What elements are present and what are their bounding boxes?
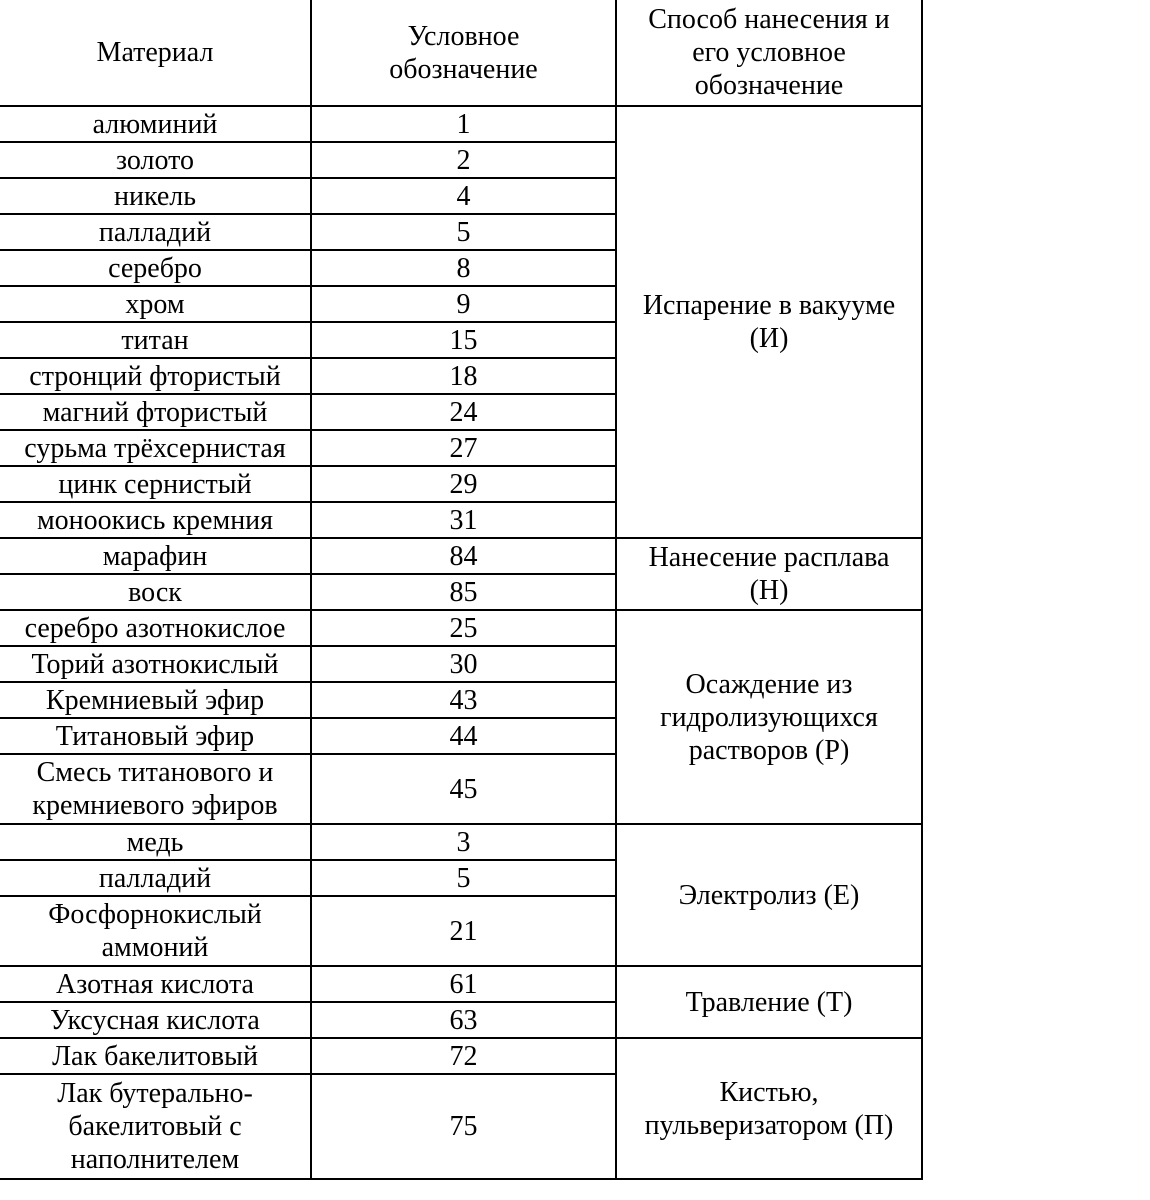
material-cell: Титановый эфир [0, 718, 311, 754]
code-cell: 29 [311, 466, 616, 502]
material-cell: никель [0, 178, 311, 214]
code-cell: 24 [311, 394, 616, 430]
header-material: Материал [0, 0, 311, 106]
code-cell: 1 [311, 106, 616, 142]
method-cell: Травление (Т) [616, 966, 922, 1038]
code-cell: 27 [311, 430, 616, 466]
header-code: Условное обозначение [311, 0, 616, 106]
material-cell: Смесь титанового и кремниевого эфиров [0, 754, 311, 824]
table-row [0, 538, 922, 574]
material-cell: Лак бутерально-бакелитовый с наполнителем [0, 1074, 311, 1179]
code-cell: 31 [311, 502, 616, 538]
table-row [0, 966, 922, 1002]
code-cell: 2 [311, 142, 616, 178]
code-cell: 21 [311, 896, 616, 966]
code-cell: 45 [311, 754, 616, 824]
material-cell: палладий [0, 214, 311, 250]
method-cell: Осаждение из гидролизующихся растворов (Р) [616, 610, 922, 824]
method-cell: Электролиз (Е) [616, 824, 922, 966]
material-cell: Фосфорнокислый аммоний [0, 896, 311, 966]
code-cell: 4 [311, 178, 616, 214]
material-cell: Азотная кислота [0, 966, 311, 1002]
material-cell: титан [0, 322, 311, 358]
code-cell: 63 [311, 1002, 616, 1038]
code-cell: 25 [311, 610, 616, 646]
material-cell: Уксусная кислота [0, 1002, 311, 1038]
code-cell: 61 [311, 966, 616, 1002]
code-cell: 84 [311, 538, 616, 574]
material-cell: медь [0, 824, 311, 860]
table-row [0, 106, 922, 142]
code-cell: 15 [311, 322, 616, 358]
code-cell: 43 [311, 682, 616, 718]
material-cell: стронций фтористый [0, 358, 311, 394]
material-cell: сурьма трёхсернистая [0, 430, 311, 466]
table-row [0, 1038, 922, 1074]
header-method: Способ нанесения и его условное обозначение [616, 0, 922, 106]
material-cell: хром [0, 286, 311, 322]
material-cell: серебро [0, 250, 311, 286]
material-cell: моноокись кремния [0, 502, 311, 538]
code-cell: 18 [311, 358, 616, 394]
material-cell: золото [0, 142, 311, 178]
material-cell: Лак бакелитовый [0, 1038, 311, 1074]
method-cell: Испарение в вакууме (И) [616, 106, 922, 538]
material-cell: цинк сернистый [0, 466, 311, 502]
material-cell: серебро азотнокислое [0, 610, 311, 646]
code-cell: 5 [311, 214, 616, 250]
code-cell: 72 [311, 1038, 616, 1074]
code-cell: 85 [311, 574, 616, 610]
material-cell: воск [0, 574, 311, 610]
material-cell: алюминий [0, 106, 311, 142]
code-cell: 3 [311, 824, 616, 860]
code-cell: 8 [311, 250, 616, 286]
header-row [0, 0, 922, 106]
code-cell: 30 [311, 646, 616, 682]
material-cell: Торий азотнокислый [0, 646, 311, 682]
code-cell: 5 [311, 860, 616, 896]
code-cell: 44 [311, 718, 616, 754]
table-row [0, 824, 922, 860]
material-cell: марафин [0, 538, 311, 574]
table-row [0, 610, 922, 646]
code-cell: 75 [311, 1074, 616, 1179]
material-cell: Кремниевый эфир [0, 682, 311, 718]
method-cell: Нанесение расплава (Н) [616, 538, 922, 610]
method-cell: Кистью, пульверизатором (П) [616, 1038, 922, 1179]
code-cell: 9 [311, 286, 616, 322]
material-cell: палладий [0, 860, 311, 896]
material-cell: магний фтористый [0, 394, 311, 430]
